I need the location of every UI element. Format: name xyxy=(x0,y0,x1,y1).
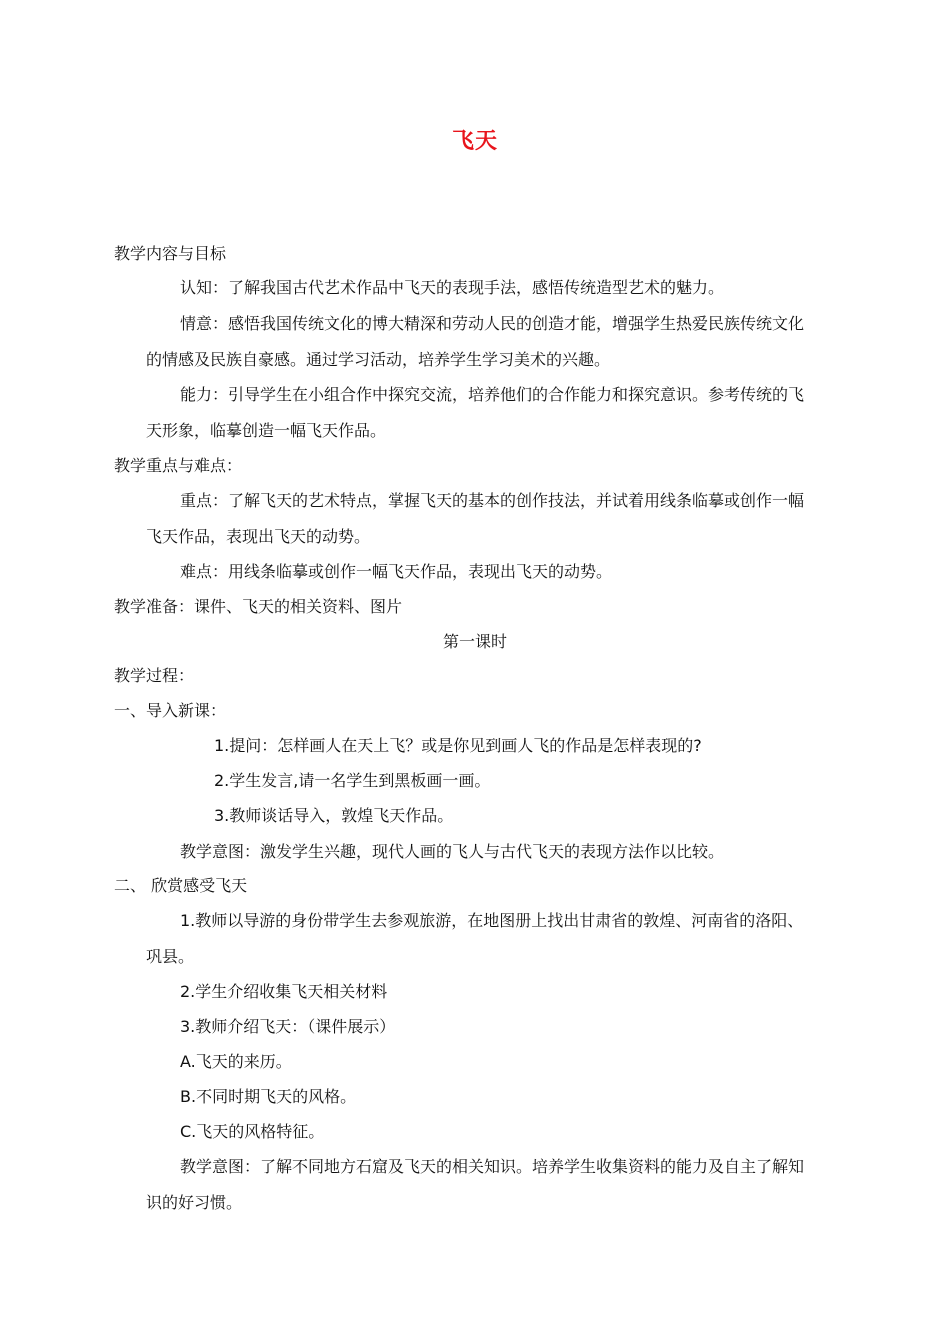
section-heading-process: 教学过程： xyxy=(114,666,195,685)
section-heading-introduction: 一、导入新课： xyxy=(114,701,227,720)
paragraph-emotion: 情意：感悟我国传统文化的博大精深和劳动人民的创造才能，增强学生热爱民族传统文化 xyxy=(180,314,805,333)
list-item: 1.教师以导游的身份带学生去参观旅游，在地图册上找出甘肃省的敦煌、河南省的洛阳、 xyxy=(180,911,804,930)
list-item: 2.学生发言,请一名学生到黑板画一画。 xyxy=(214,771,491,790)
list-item: 3.教师谈话导入，敦煌飞天作品。 xyxy=(214,806,454,825)
paragraph-difficulty: 难点：用线条临摹或创作一幅飞天作品，表现出飞天的动势。 xyxy=(180,562,613,581)
lesson-heading: 第一课时 xyxy=(442,632,507,651)
paragraph-cognition: 认知：了解我国古代艺术作品中飞天的表现手法，感悟传统造型艺术的魅力。 xyxy=(180,278,725,297)
paragraph-intent-1: 教学意图：激发学生兴趣，现代人画的飞人与古代飞天的表现方法作以比较。 xyxy=(180,842,725,861)
sub-list-item: B.不同时期飞天的风格。 xyxy=(180,1087,357,1106)
list-item: 2.学生介绍收集飞天相关材料 xyxy=(180,982,388,1001)
section-heading-objectives: 教学内容与目标 xyxy=(114,244,227,263)
paragraph-emotion-continued: 的情感及民族自豪感。通过学习活动，培养学生学习美术的兴趣。 xyxy=(146,350,611,369)
section-heading-appreciation: 二、 欣赏感受飞天 xyxy=(114,876,248,895)
paragraph-key-point: 重点：了解飞天的艺术特点，掌握飞天的基本的创作技法，并试着用线条临摹或创作一幅 xyxy=(180,491,805,510)
page-title: 飞天 xyxy=(451,129,498,154)
paragraph-intent-2: 教学意图：了解不同地方石窟及飞天的相关知识。培养学生收集资料的能力及自主了解知 xyxy=(180,1157,805,1176)
paragraph-key-point-continued: 飞天作品，表现出飞天的动势。 xyxy=(146,527,371,546)
sub-list-item: A.飞天的来历。 xyxy=(180,1052,292,1071)
paragraph-ability: 能力：引导学生在小组合作中探究交流，培养他们的合作能力和探究意识。参考传统的飞 xyxy=(180,385,805,404)
section-heading-preparation: 教学准备：课件、飞天的相关资料、图片 xyxy=(114,597,403,616)
list-item-continued: 巩县。 xyxy=(146,947,195,966)
paragraph-ability-continued: 天形象，临摹创造一幅飞天作品。 xyxy=(146,421,387,440)
list-item: 1.提问：怎样画人在天上飞？或是你见到画人飞的作品是怎样表现的? xyxy=(214,736,702,755)
list-item: 3.教师介绍飞天：（课件展示） xyxy=(180,1017,396,1036)
section-heading-key-points: 教学重点与难点： xyxy=(114,456,243,475)
paragraph-intent-2-continued: 识的好习惯。 xyxy=(146,1193,243,1212)
sub-list-item: C.飞天的风格特征。 xyxy=(180,1122,325,1141)
